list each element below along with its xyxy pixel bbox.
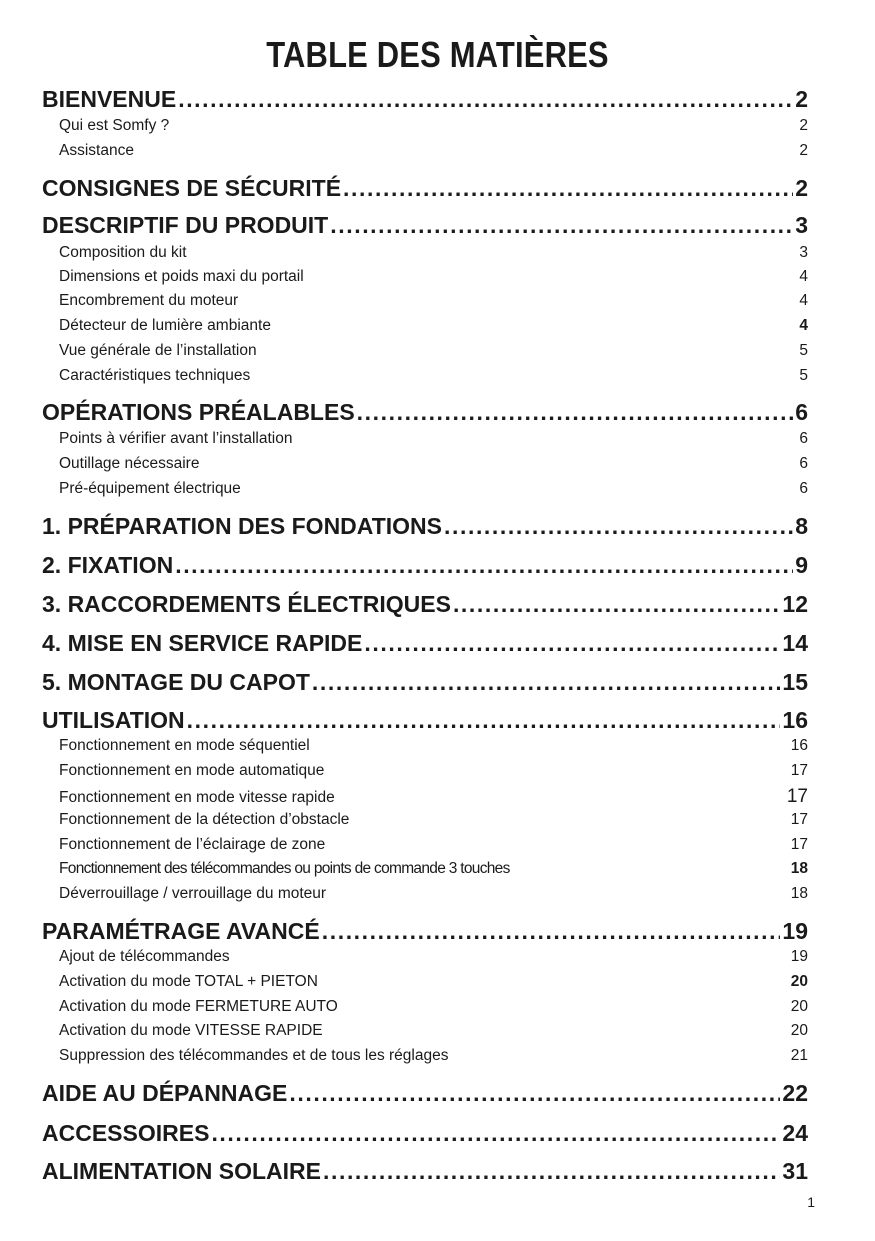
toc-page: 17 xyxy=(790,762,808,779)
page-title: TABLE DES MATIÈRES xyxy=(266,34,609,75)
toc-subsection-label: Activation du mode VITESSE RAPIDE xyxy=(59,1022,323,1039)
toc-subsection[interactable] xyxy=(59,885,808,903)
toc-subsection[interactable] xyxy=(59,786,808,808)
toc-subsection-label: Points à vérifier avant l’installation xyxy=(59,430,293,447)
toc-subsection-label: Suppression des télécommandes et de tous les réglages xyxy=(59,1047,449,1064)
toc-page: 24 xyxy=(782,1120,808,1146)
toc-page: 3 xyxy=(799,244,808,261)
toc-section[interactable] xyxy=(42,1080,808,1107)
toc-page: 17 xyxy=(790,811,808,828)
toc-section[interactable] xyxy=(42,591,808,618)
toc-section[interactable] xyxy=(42,1120,808,1147)
toc-subsection[interactable] xyxy=(59,1047,808,1065)
toc-section[interactable] xyxy=(42,669,808,696)
toc-page: 21 xyxy=(790,1047,808,1064)
toc-page: 14 xyxy=(782,630,808,656)
dot-leader xyxy=(330,212,793,239)
toc-page: 20 xyxy=(790,1022,808,1039)
toc-page: 18 xyxy=(790,885,808,902)
dot-leader xyxy=(323,1158,780,1185)
toc-section-label: ALIMENTATION SOLAIRE xyxy=(42,1158,321,1184)
toc-section-label: DESCRIPTIF DU PRODUIT xyxy=(42,212,329,238)
toc-page: 6 xyxy=(799,430,808,447)
dot-leader xyxy=(453,591,780,618)
toc-section-label: 1. PRÉPARATION DES FONDATIONS xyxy=(42,513,442,539)
toc-subsection[interactable] xyxy=(59,244,808,262)
toc-subsection-label: Fonctionnement en mode automatique xyxy=(59,762,325,779)
toc-subsection-label: Assistance xyxy=(59,142,134,159)
toc-section[interactable] xyxy=(42,630,808,657)
toc-page: 22 xyxy=(782,1080,808,1106)
toc-page: 6 xyxy=(799,455,808,472)
toc-page: 2 xyxy=(795,86,808,112)
toc-subsection-label: Fonctionnement de la détection d’obstacle xyxy=(59,811,350,828)
dot-leader xyxy=(343,175,793,202)
toc-page: 9 xyxy=(795,552,808,578)
toc-subsection[interactable] xyxy=(59,860,808,878)
toc-section-label: 3. RACCORDEMENTS ÉLECTRIQUES xyxy=(42,591,451,617)
dot-leader xyxy=(175,552,793,579)
toc-subsection-label: Activation du mode FERMETURE AUTO xyxy=(59,998,338,1015)
toc-page: 20 xyxy=(790,998,808,1015)
toc-subsection-label: Qui est Somfy ? xyxy=(59,117,170,134)
toc-section-label: OPÉRATIONS PRÉALABLES xyxy=(42,399,355,425)
toc-page: 4 xyxy=(799,268,808,285)
toc-page: 16 xyxy=(782,707,808,733)
toc-page: 5 xyxy=(799,367,808,384)
toc-subsection[interactable] xyxy=(59,737,808,755)
toc-page: 20 xyxy=(790,973,808,990)
toc-section[interactable] xyxy=(42,212,808,239)
toc-section[interactable] xyxy=(42,707,808,734)
toc-subsection-label: Fonctionnement en mode séquentiel xyxy=(59,737,310,754)
toc-subsection[interactable] xyxy=(59,811,808,829)
toc-page: 5 xyxy=(799,342,808,359)
toc-subsection[interactable] xyxy=(59,268,808,286)
toc-section-label: UTILISATION xyxy=(42,707,185,733)
toc-section-label: 2. FIXATION xyxy=(42,552,174,578)
toc-subsection-label: Outillage nécessaire xyxy=(59,455,200,472)
toc-subsection-label: Déverrouillage / verrouillage du moteur xyxy=(59,885,327,902)
toc-page: 18 xyxy=(790,860,808,877)
toc-page: 2 xyxy=(795,175,808,201)
toc-subsection[interactable] xyxy=(59,1022,808,1040)
toc-page: 6 xyxy=(799,480,808,497)
dot-leader xyxy=(211,1120,780,1147)
toc-page: 4 xyxy=(799,317,808,334)
toc-subsection[interactable] xyxy=(59,367,808,385)
toc-section-label: CONSIGNES DE SÉCURITÉ xyxy=(42,175,342,201)
toc-subsection-label: Composition du kit xyxy=(59,244,187,261)
toc-subsection[interactable] xyxy=(59,117,808,135)
toc-subsection-label: Détecteur de lumière ambiante xyxy=(59,317,271,334)
toc-subsection-label: Activation du mode TOTAL + PIETON xyxy=(59,973,318,990)
toc-page: 4 xyxy=(799,292,808,309)
toc-page: 17 xyxy=(786,786,808,807)
toc-subsection-label: Encombrement du moteur xyxy=(59,292,239,309)
toc-subsection[interactable] xyxy=(59,430,808,448)
dot-leader xyxy=(364,630,780,657)
toc-section-label: AIDE AU DÉPANNAGE xyxy=(42,1080,288,1106)
toc-subsection[interactable] xyxy=(59,142,808,160)
toc-section[interactable] xyxy=(42,175,808,202)
toc-section[interactable] xyxy=(42,513,808,540)
toc-section[interactable] xyxy=(42,552,808,579)
toc-subsection-label: Caractéristiques techniques xyxy=(59,367,251,384)
dot-leader xyxy=(322,918,781,945)
toc-page: 12 xyxy=(782,591,808,617)
toc-subsection-label: Fonctionnement des télécommandes ou points de commande 3 touches xyxy=(59,860,510,877)
toc-subsection[interactable] xyxy=(59,455,808,473)
toc-subsection[interactable] xyxy=(59,998,808,1016)
toc-section-label: ACCESSOIRES xyxy=(42,1120,210,1146)
toc-subsection-label: Fonctionnement en mode vitesse rapide xyxy=(59,789,335,806)
toc-page: 19 xyxy=(790,948,808,965)
toc-page: 2 xyxy=(799,142,808,159)
toc-section[interactable] xyxy=(42,918,808,945)
toc-subsection[interactable] xyxy=(59,342,808,360)
toc-subsection[interactable] xyxy=(59,948,808,966)
dot-leader xyxy=(312,669,780,696)
dot-leader xyxy=(357,399,794,426)
toc-page: 17 xyxy=(790,836,808,853)
toc-subsection-label: Vue générale de l’installation xyxy=(59,342,257,359)
toc-subsection[interactable] xyxy=(59,480,808,498)
toc-section[interactable] xyxy=(42,399,808,426)
toc-page: 15 xyxy=(782,669,808,695)
toc-section-label: 5. MONTAGE DU CAPOT xyxy=(42,669,310,695)
dot-leader xyxy=(178,86,793,113)
page-number: 1 xyxy=(807,1194,815,1210)
dot-leader xyxy=(187,707,781,734)
toc-page: 31 xyxy=(782,1158,808,1184)
toc-section-label: 4. MISE EN SERVICE RAPIDE xyxy=(42,630,363,656)
toc-page: 19 xyxy=(782,918,808,944)
toc-page: 2 xyxy=(799,117,808,134)
toc-subsection[interactable] xyxy=(59,973,808,991)
toc-page: 3 xyxy=(795,212,808,238)
toc-page: 8 xyxy=(795,513,808,539)
toc-section[interactable] xyxy=(42,1158,808,1185)
toc-subsection-label: Pré-équipement électrique xyxy=(59,480,241,497)
dot-leader xyxy=(444,513,793,540)
toc-page: 16 xyxy=(790,737,808,754)
dot-leader xyxy=(289,1080,780,1107)
toc-subsection[interactable] xyxy=(59,836,808,854)
toc-section-label: BIENVENUE xyxy=(42,86,177,112)
toc-subsection-label: Dimensions et poids maxi du portail xyxy=(59,268,304,285)
toc-subsection[interactable] xyxy=(59,292,808,310)
toc-subsection-label: Fonctionnement de l’éclairage de zone xyxy=(59,836,326,853)
toc-section[interactable] xyxy=(42,86,808,113)
toc-subsection-label: Ajout de télécommandes xyxy=(59,948,230,965)
toc-section-label: PARAMÉTRAGE AVANCÉ xyxy=(42,918,320,944)
toc-subsection[interactable] xyxy=(59,762,808,780)
toc-subsection[interactable] xyxy=(59,317,808,335)
toc-page: 6 xyxy=(795,399,808,425)
